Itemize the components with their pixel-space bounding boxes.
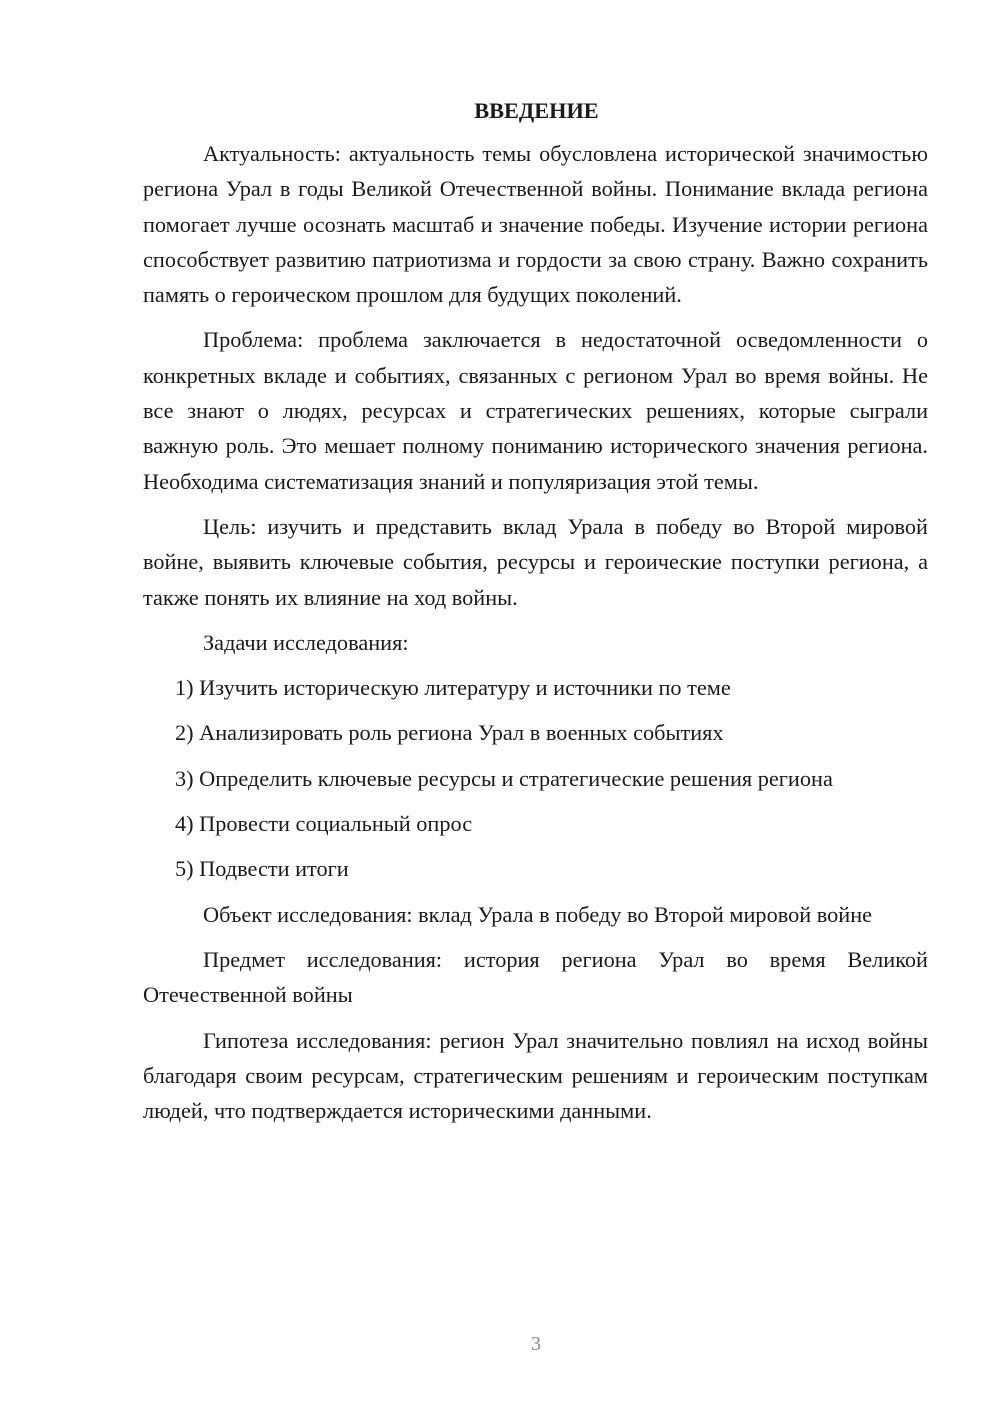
task-item-1: 1) Изучить историческую литературу и источники по теме — [175, 675, 731, 701]
page-number: 3 — [531, 1333, 541, 1355]
task-item-2: 2) Анализировать роль региона Урал в военных событиях — [175, 720, 724, 746]
page-title: ВВЕДЕНИЕ — [474, 98, 599, 123]
subject-paragraph: Предмет исследования: история региона Урал во время Великой Отечественной войны — [143, 946, 928, 1008]
object-paragraph: Объект исследования: вклад Урала в победу во Второй мировой войне — [203, 901, 873, 927]
task-item-5: 5) Подвести итоги — [175, 856, 349, 882]
tasks-label: Задачи исследования: — [203, 629, 409, 655]
problem-paragraph: Проблема: проблема заключается в недостаточной осведомленности о конкретных вкладе и событиях, связанных с регионом Урал во время войны. Не все знают о людях, ресурсах и стратегических решениях, которые сыграли важную роль. Это мешает полному пониманию исторического значения региона. Необходима систематизация знаний и популяризация этой темы. — [143, 327, 928, 494]
task-item-4: 4) Провести социальный опрос — [175, 811, 473, 837]
relevance-paragraph: Актуальность: актуальность темы обусловлена исторической значимостью региона Урал в годы Великой Отечественной войны. Понимание вклада региона помогает лучше осознать масштаб и значение победы. Изучение истории региона способствует развитию патриотизма и гордости за свою страну. Важно сохранить память о героическом прошлом для будущих поколений. — [143, 141, 928, 308]
page-content — [143, 96, 928, 1138]
task-item-3: 3) Определить ключевые ресурсы и стратегические решения региона — [175, 765, 833, 791]
goal-paragraph: Цель: изучить и представить вклад Урала в победу во Второй мировой войне, выявить ключевые события, ресурсы и героические поступки региона, а также понять их влияние на ход войны. — [143, 513, 928, 610]
task-list — [143, 670, 928, 886]
hypothesis-paragraph: Гипотеза исследования: регион Урал значительно повлиял на исход войны благодаря своим ресурсам, стратегическим решениям и героическим поступкам людей, что подтверждается историческими данными. — [143, 1027, 928, 1124]
